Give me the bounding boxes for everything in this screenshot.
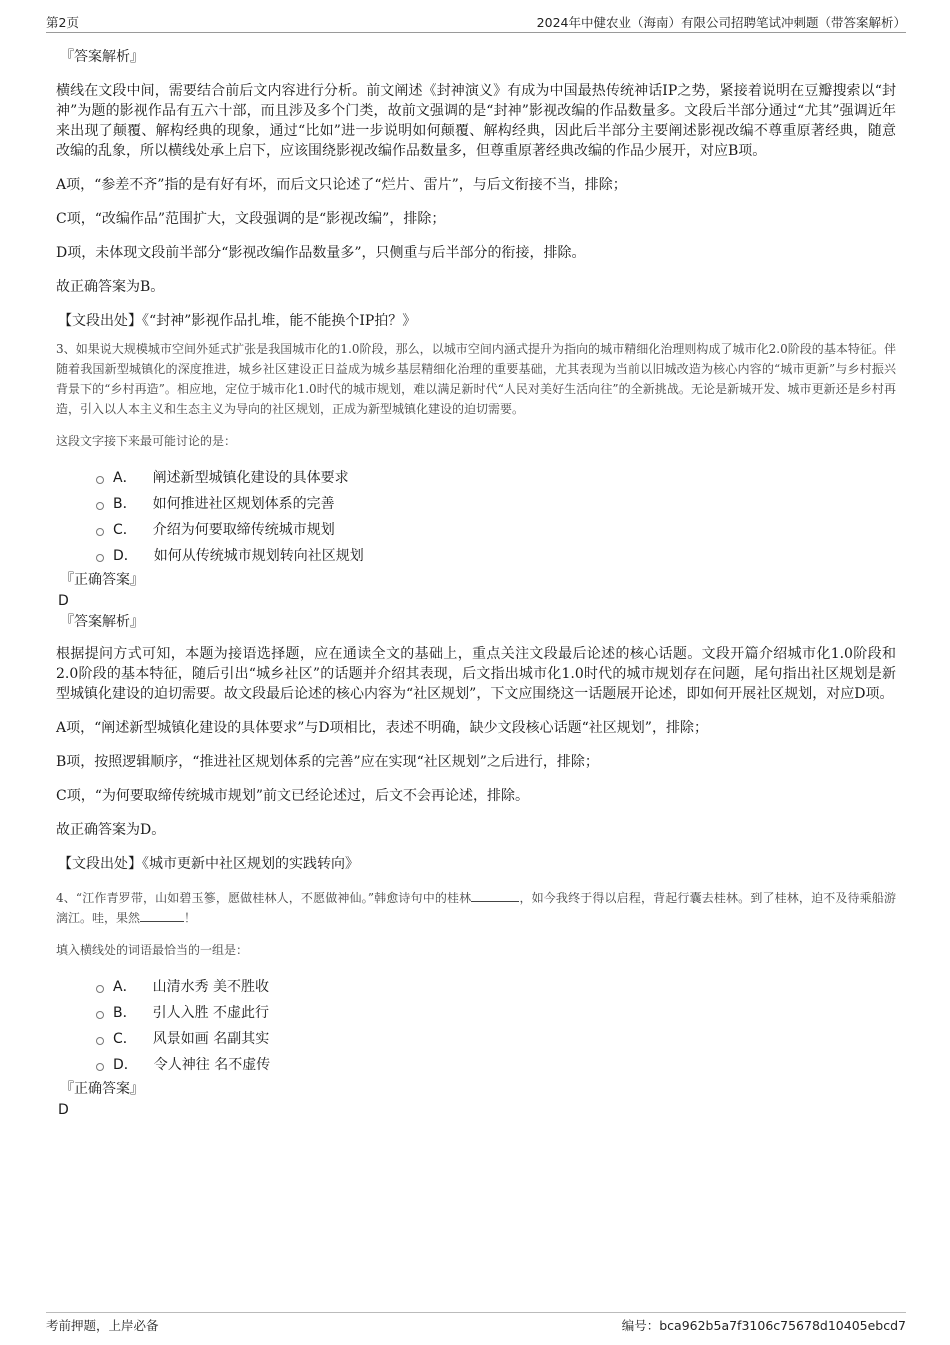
q3-analysis-option-a: A项，“阐述新型城镇化建设的具体要求”与D项相比，表述不明确，缺少文段核心话题“社区规划”，排除； <box>56 720 708 736</box>
q4-correct-label: 『正确答案』 <box>60 1081 144 1097</box>
q3-analysis-option-b: B项，按照逻辑顺序，“推进社区规划体系的完善”应在实现“社区规划”之后进行，排除； <box>56 754 599 770</box>
q4-options <box>96 974 896 1078</box>
footer-serial: 编号：bca962b5a7f3106c75678d10405ebcd7 <box>621 1318 906 1333</box>
q2-conclusion: 故正确答案为B。 <box>56 279 165 295</box>
radio-icon[interactable] <box>96 502 104 510</box>
footer-slogan: 考前押题，上岸必备 <box>46 1318 159 1333</box>
q2-analysis-paragraph: 横线在文段中间，需要结合前后文内容进行分析。前文阐述《封神演义》有成为中国最热传统神话IP之势，紧接着说明在豆瓣搜索以“封神”为题的影视作品有五六十部，而且涉及多个门类，故前文强调的是“封神”影视改编的作品数量多。文段后半部分通过“尤其”强调近年来出现了颠覆、解构经典的现象，通过“比如”进一步说明如何颠覆、解构经典，因此后半部分主要阐述影视改编不尊重原著经典，随意改编的乱象，所以横线处承上启下，应该围绕影视改编作品数量多，但尊重原著经典改编的作品少展开，对应B项。 <box>56 83 896 159</box>
q4-question: 4、“江作青罗带，山如碧玉篸，愿做桂林人，不愿做神仙。”韩愈诗句中的桂林 ，如今我终于得以启程，背起行囊去桂林。到了桂林，迫不及待乘船游漓江。哇，果然 ！ <box>56 891 896 925</box>
q2-source: 【文段出处】《“封神”影视作品扎堆，能不能换个IP拍？》 <box>58 313 417 329</box>
blank-line <box>140 909 184 922</box>
radio-icon[interactable] <box>96 528 104 536</box>
q3-prompt: 这段文字接下来最可能讨论的是： <box>56 434 237 448</box>
q3-option-b[interactable]: B． 如何推进社区规划体系的完善 <box>96 491 896 517</box>
document-title: 2024年中健农业（海南）有限公司招聘笔试冲刺题（带答案解析） <box>536 15 906 30</box>
q2-analysis-option-d: D项，未体现文段前半部分“影视改编作品数量多”，只侧重与后半部分的衔接，排除。 <box>56 245 586 261</box>
page-number: 第2页 <box>46 15 79 30</box>
q2-analysis-option-c: C项，“改编作品”范围扩大，文段强调的是“影视改编”，排除； <box>56 211 446 227</box>
q4-option-a[interactable]: A． 山清水秀 美不胜收 <box>96 974 896 1000</box>
radio-icon[interactable] <box>96 1037 104 1045</box>
q3-correct-label: 『正确答案』 <box>60 572 144 588</box>
q3-analysis-paragraph: 根据提问方式可知，本题为接语选择题，应在通读全文的基础上，重点关注文段最后论述的核心话题。文段开篇介绍城市化1.0阶段和2.0阶段的基本特征，随后引出“城乡社区”的话题并介绍其表现，后文指出城市化1.0时代的城市规划存在问题，尾句指出社区规划是新型城镇化建设的迫切需要。故文段最后论述的核心内容为“社区规划”，下文应围绕这一话题展开论述，即如何开展社区规划，对应D项。 <box>56 646 896 702</box>
radio-icon[interactable] <box>96 554 104 562</box>
q3-option-c[interactable]: C． 介绍为何要取缔传统城市规划 <box>96 517 896 543</box>
page-header <box>46 10 906 33</box>
q3-options <box>96 465 896 569</box>
q3-correct-answer: D <box>58 593 69 609</box>
q2-analysis-option-a: A项，“参差不齐”指的是有好有坏，而后文只论述了“烂片、雷片”，与后文衔接不当，排除； <box>56 177 627 193</box>
q4-option-b[interactable]: B． 引人入胜 不虚此行 <box>96 1000 896 1026</box>
q4-correct-answer: D <box>58 1102 69 1118</box>
radio-icon[interactable] <box>96 1011 104 1019</box>
document-body <box>56 46 896 1120</box>
blank-line <box>471 889 519 902</box>
q3-question: 3、如果说大规模城市空间外延式扩张是我国城市化的1.0阶段，那么，以城市空间内涵式提升为指向的城市精细化治理则构成了城市化2.0阶段的基本特征。伴随着我国新型城镇化的深度推进，城乡社区建设正日益成为城乡基层精细化治理的重要基础，尤其表现为当前以旧城改造为核心内容的“城市更新”与乡村振兴背景下的“乡村再造”。相应地，定位于城市化1.0时代的城市规划，难以满足新时代“人民对美好生活向往”的全新挑战。无论是新城开发、城市更新还是乡村再造，引入以人本主义和生态主义为导向的社区规划，正成为新型城镇化建设的迫切需要。 <box>56 342 896 416</box>
q3-option-a[interactable]: A． 阐述新型城镇化建设的具体要求 <box>96 465 896 491</box>
q3-option-d[interactable]: D． 如何从传统城市规划转向社区规划 <box>96 543 896 569</box>
q4-option-c[interactable]: C． 风景如画 名副其实 <box>96 1026 896 1052</box>
radio-icon[interactable] <box>96 1063 104 1071</box>
q4-prompt: 填入横线处的词语最恰当的一组是： <box>56 943 249 957</box>
q3-source: 【文段出处】《城市更新中社区规划的实践转向》 <box>58 856 359 872</box>
q4-option-d[interactable]: D． 令人神往 名不虚传 <box>96 1052 896 1078</box>
q3-analysis-option-c: C项，“为何要取缔传统城市规划”前文已经论述过，后文不会再论述，排除。 <box>56 788 530 804</box>
radio-icon[interactable] <box>96 476 104 484</box>
q2-analysis-label: 『答案解析』 <box>60 49 144 65</box>
page-footer <box>46 1312 906 1337</box>
q3-conclusion: 故正确答案为D。 <box>56 822 166 838</box>
q3-analysis-label: 『答案解析』 <box>60 614 144 630</box>
radio-icon[interactable] <box>96 985 104 993</box>
